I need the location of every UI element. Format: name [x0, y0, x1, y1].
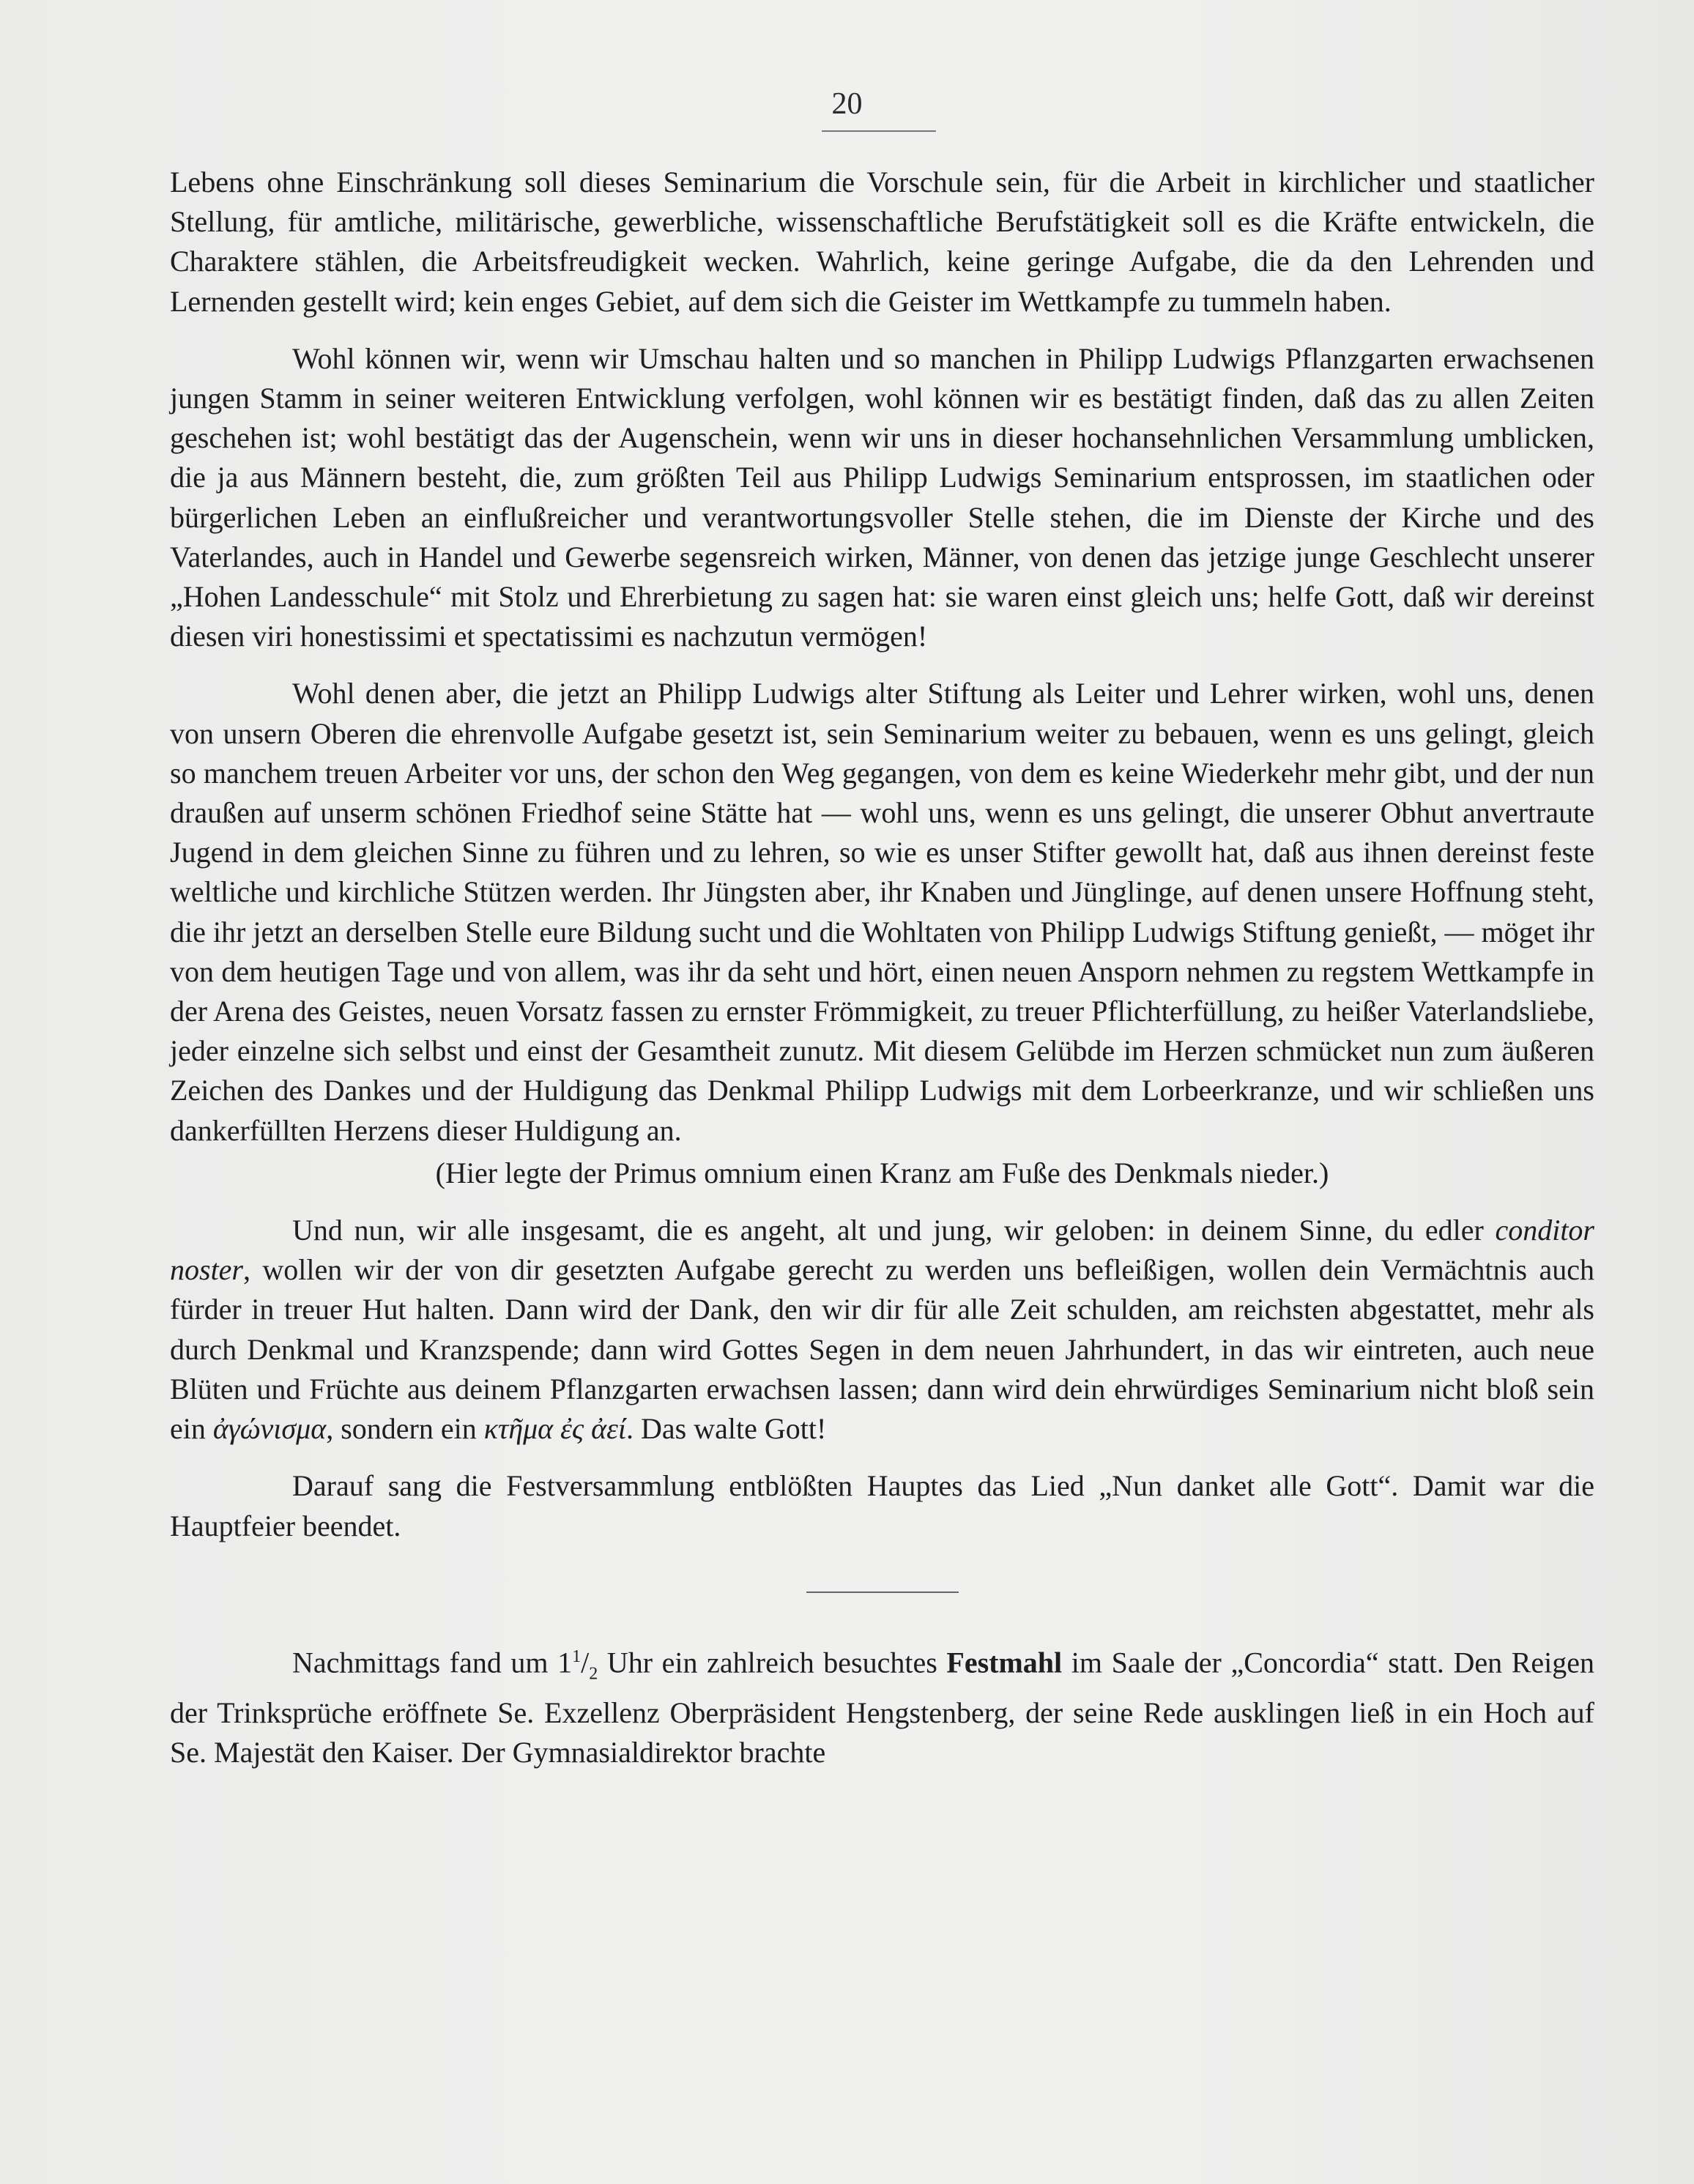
p5-latin-phrase: conditor noster — [170, 1214, 1594, 1287]
p5-greek-word: ἀγώνισμα — [212, 1412, 327, 1446]
p7-text-g: im Saale der „Concordia“ statt. Den Reigen der Trinksprüche eröffnete Se. Exzellenz Oberpräsident Hengstenberg, der seine Rede ausklingen ließ in ein Hoch auf Se. Majestät den Kaiser. Der Gymnasialdirektor brachte — [170, 1646, 1594, 1769]
p7-festmahl: Festmahl — [946, 1646, 1063, 1679]
p7-fraction-den: 2 — [589, 1664, 598, 1684]
p5-text-e: , sondern ein — [326, 1412, 484, 1446]
paragraph-7 — [170, 1637, 1594, 1773]
p7-fraction-num: 1 — [572, 1646, 582, 1666]
page-number: 20 — [831, 87, 863, 121]
paragraph-3: Wohl denen aber, die jetzt an Philipp Ludwigs alter Stiftung als Leiter und Lehrer wirken, wohl uns, denen von unsern Oberen die ehrenvolle Aufgabe gesetzt ist, sein Seminarium weiter zu bebauen, wenn es uns gelingt, gleich so manchem treuen Arbeiter vor uns, der schon den Weg gegangen, von dem es keine Wiederkehr mehr gibt, und der nun draußen auf unserm schönen Friedhof seine Stätte hat — wohl uns, wenn es uns gelingt, die unserer Obhut anvertraute Jugend in dem gleichen Sinne zu führen und zu lehren, so wie es unser Stifter gewollt hat, daß aus ihnen dereinst feste weltliche und kirchliche Stützen werden. Ihr Jüngsten aber, ihr Knaben und Jünglinge, auf denen unsere Hoffnung steht, die ihr jetzt an derselben Stelle eure Bildung sucht und die Wohltaten von Philipp Ludwigs Stiftung genießt, — möget ihr von dem heutigen Tage und von allem, was ihr da seht und hört, einen neuen Ansporn nehmen zu regstem Wettkampfe in der Arena des Geistes, neuen Vorsatz fassen zu ernster Frömmigkeit, zu treuer Pflichterfüllung, zu heißer Vaterlandsliebe, jeder einzelne sich selbst und einst der Gesamtheit zunutz. Mit diesem Gelübde im Herzen schmücket nun zum äußeren Zeichen des Dankes und der Huldigung das Denkmal Philipp Ludwigs mit dem Lorbeerkranze, und wir schließen uns dankerfüllten Herzens dieser Huldigung an. — [170, 677, 1594, 1147]
p5-text-a: Und nun, wir alle insgesamt, die es angeht, alt und jung, wir geloben: in deinem Sinne, du edler — [292, 1214, 1496, 1247]
body-text — [170, 163, 1594, 1773]
paragraph-6: Darauf sang die Festversammlung entblößten Hauptes das Lied „Nun danket alle Gott“. Damit war die Hauptfeier beendet. — [170, 1469, 1594, 1542]
p5-text-c: , wollen wir der von dir gesetzten Aufgabe gerecht zu werden uns befleißigen, wollen dein Vermächtnis auch fürder in treuer Hut halten. Dann wird der Dank, den wir dir für alle Zeit schulden, am reichsten abgestattet, mehr als durch Denkmal und Kranzspende; dann wird Gottes Segen in dem neuen Jahrhundert, in das wir eintreten, auch neue Blüten und Früchte aus deinem Pflanzgarten erwachsen lassen; dann wird dein ehrwürdiges Seminarium nicht bloß sein ein — [170, 1253, 1594, 1446]
p5-text-g: . Das walte Gott! — [626, 1412, 827, 1446]
p7-text-a: Nachmittags fand um 1 — [292, 1646, 573, 1679]
p5-greek-phrase: κτῆμα ἐς ἀεί — [483, 1412, 627, 1446]
paragraph-1: Lebens ohne Einschränkung soll dieses Seminarium die Vorschule sein, für die Arbeit in kirchlicher und staatlicher Stellung, für amtliche, militärische, gewerbliche, wissenschaftliche Berufstätigkeit soll es die Kräfte entwickeln, die Charaktere stählen, die Arbeitsfreudigkeit wecken. Wahrlich, keine geringe Aufgabe, die da den Lehrenden und Lernenden gestellt wird; kein enges Gebiet, auf dem sich die Geister im Wettkampfe zu tummeln haben. — [170, 166, 1594, 318]
paragraph-5 — [170, 1211, 1594, 1449]
p7-fraction-slash: / — [581, 1646, 590, 1679]
section-divider — [806, 1591, 959, 1593]
header-rule — [822, 130, 936, 132]
paragraph-2: Wohl können wir, wenn wir Umschau halten und so manchen in Philipp Ludwigs Pflanzgarten erwachsenen jungen Stamm in seiner weiteren Entwicklung verfolgen, wohl können wir es bestätigt finden, daß das zu allen Zeiten geschehen ist; wohl bestätigt das der Augenschein, wenn wir uns in dieser hochansehnlichen Versammlung umblicken, die ja aus Männern besteht, die, zum größten Teil aus Philipp Ludwigs Seminarium entsprossen, im staatlichen oder bürgerlichen Leben an einflußreicher und verantwortungsvoller Stelle stehen, die im Dienste der Kirche und des Vaterlandes, auch in Handel und Gewerbe segensreich wirken, Männer, von denen das jetzige junge Geschlecht unserer „Hohen Landesschule“ mit Stolz und Ehrerbietung zu sagen hat: sie waren einst gleich uns; helfe Gott, daß wir dereinst diesen viri honestissimi et spectatissimi es nachzutun vermögen! — [170, 341, 1594, 653]
p7-text-e: Uhr ein zahlreich besuchtes — [598, 1646, 947, 1679]
paragraph-4-stage-direction: (Hier legte der Primus omnium einen Kranz am Fuße des Denkmals nieder.) — [435, 1156, 1329, 1189]
